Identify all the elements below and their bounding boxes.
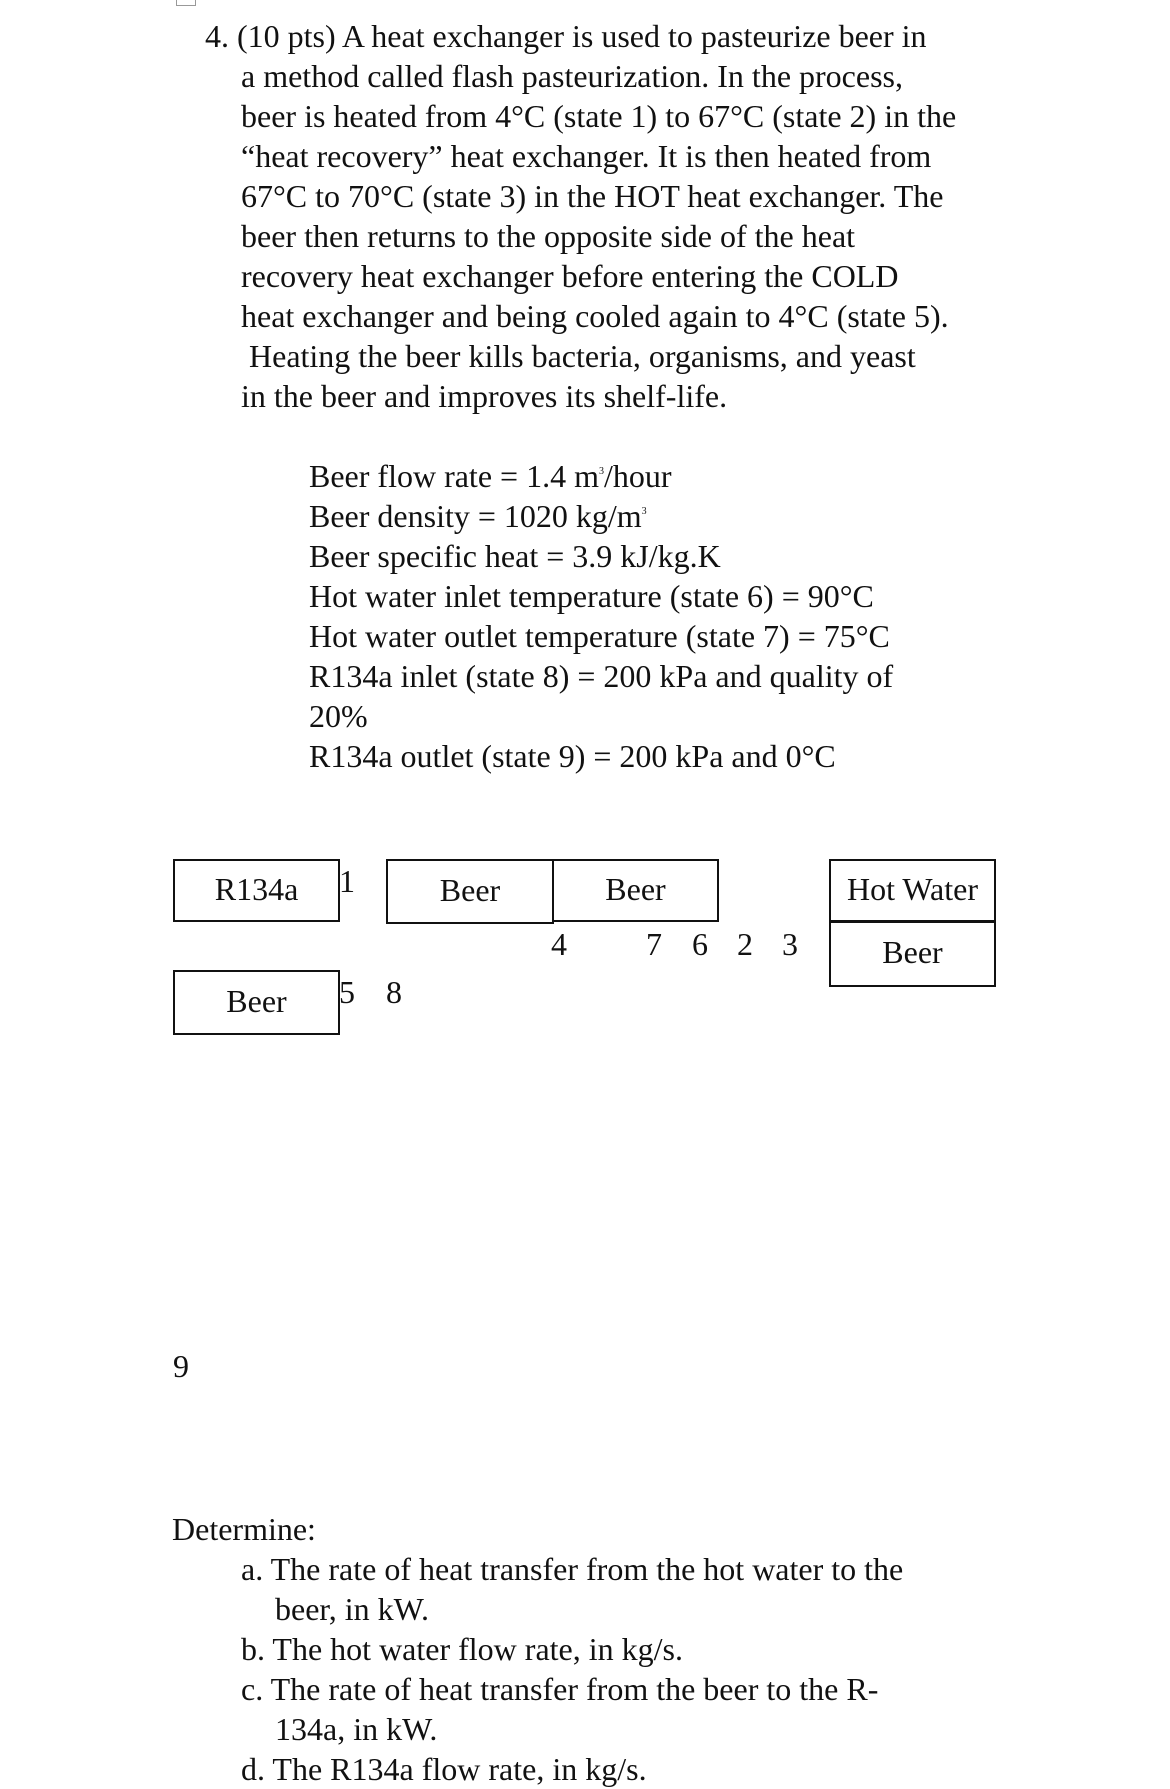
problem-line: heat exchanger and being cooled again to 4°C (state 5). [241, 298, 949, 334]
problem-line: beer then returns to the opposite side of the heat [241, 218, 856, 254]
given-beer-flow-rate: Beer flow rate = 1.4 $m^3$/hour [309, 458, 672, 494]
question-a-continued: beer, in kW. [275, 1591, 429, 1627]
page-corner-mark [176, 0, 196, 6]
box-r134a: R134a [173, 859, 340, 922]
question-d: d. The R134a flow rate, in kg/s. [241, 1751, 647, 1787]
state-label-2: 2 [737, 926, 753, 962]
state-label-7: 7 [646, 926, 662, 962]
box-beer-hot: Beer [829, 921, 996, 987]
problem-line: recovery heat exchanger before entering the COLD [241, 258, 899, 294]
box-hot-water: Hot Water [829, 859, 996, 922]
problem-line: Heating the beer kills bacteria, organisms, and yeast [241, 338, 916, 374]
problem-line: “heat recovery” heat exchanger. It is then heated from [241, 138, 932, 174]
problem-line: 4. (10 pts) A heat exchanger is used to pasteurize beer in [205, 18, 927, 54]
box-beer-recovery-left: Beer [386, 859, 554, 924]
box-beer-cold: Beer [173, 970, 340, 1035]
state-label-6: 6 [692, 926, 708, 962]
given-r134a-inlet: R134a inlet (state 8) = 200 kPa and quality of [309, 658, 894, 694]
question-c: c. The rate of heat transfer from the beer to the R- [241, 1671, 879, 1707]
given-r134a-inlet-quality: 20% [309, 698, 368, 734]
state-label-5: 5 [339, 974, 355, 1010]
state-label-9: 9 [173, 1348, 189, 1384]
given-beer-specific-heat: Beer specific heat = 3.9 kJ/kg.K [309, 538, 721, 574]
given-hot-water-outlet: Hot water outlet temperature (state 7) = 75°C [309, 618, 890, 654]
box-beer-recovery-right: Beer [552, 859, 719, 922]
problem-line: a method called flash pasteurization. In the process, [241, 58, 903, 94]
question-a: a. The rate of heat transfer from the hot water to the [241, 1551, 904, 1587]
question-b: b. The hot water flow rate, in kg/s. [241, 1631, 683, 1667]
question-c-continued: 134a, in kW. [275, 1711, 438, 1747]
given-r134a-outlet: R134a outlet (state 9) = 200 kPa and 0°C [309, 738, 836, 774]
problem-line: in the beer and improves its shelf-life. [241, 378, 728, 414]
problem-line: beer is heated from 4°C (state 1) to 67°C (state 2) in the [241, 98, 957, 134]
given-beer-density: Beer density = 1020 $kg/m^3$ [309, 498, 647, 534]
state-label-8: 8 [386, 974, 402, 1010]
state-label-4: 4 [551, 926, 567, 962]
given-hot-water-inlet: Hot water inlet temperature (state 6) = 90°C [309, 578, 874, 614]
state-label-1: 1 [339, 863, 355, 899]
determine-heading: Determine: [172, 1511, 316, 1547]
state-label-3: 3 [782, 926, 798, 962]
problem-line: 67°C to 70°C (state 3) in the HOT heat exchanger. The [241, 178, 944, 214]
